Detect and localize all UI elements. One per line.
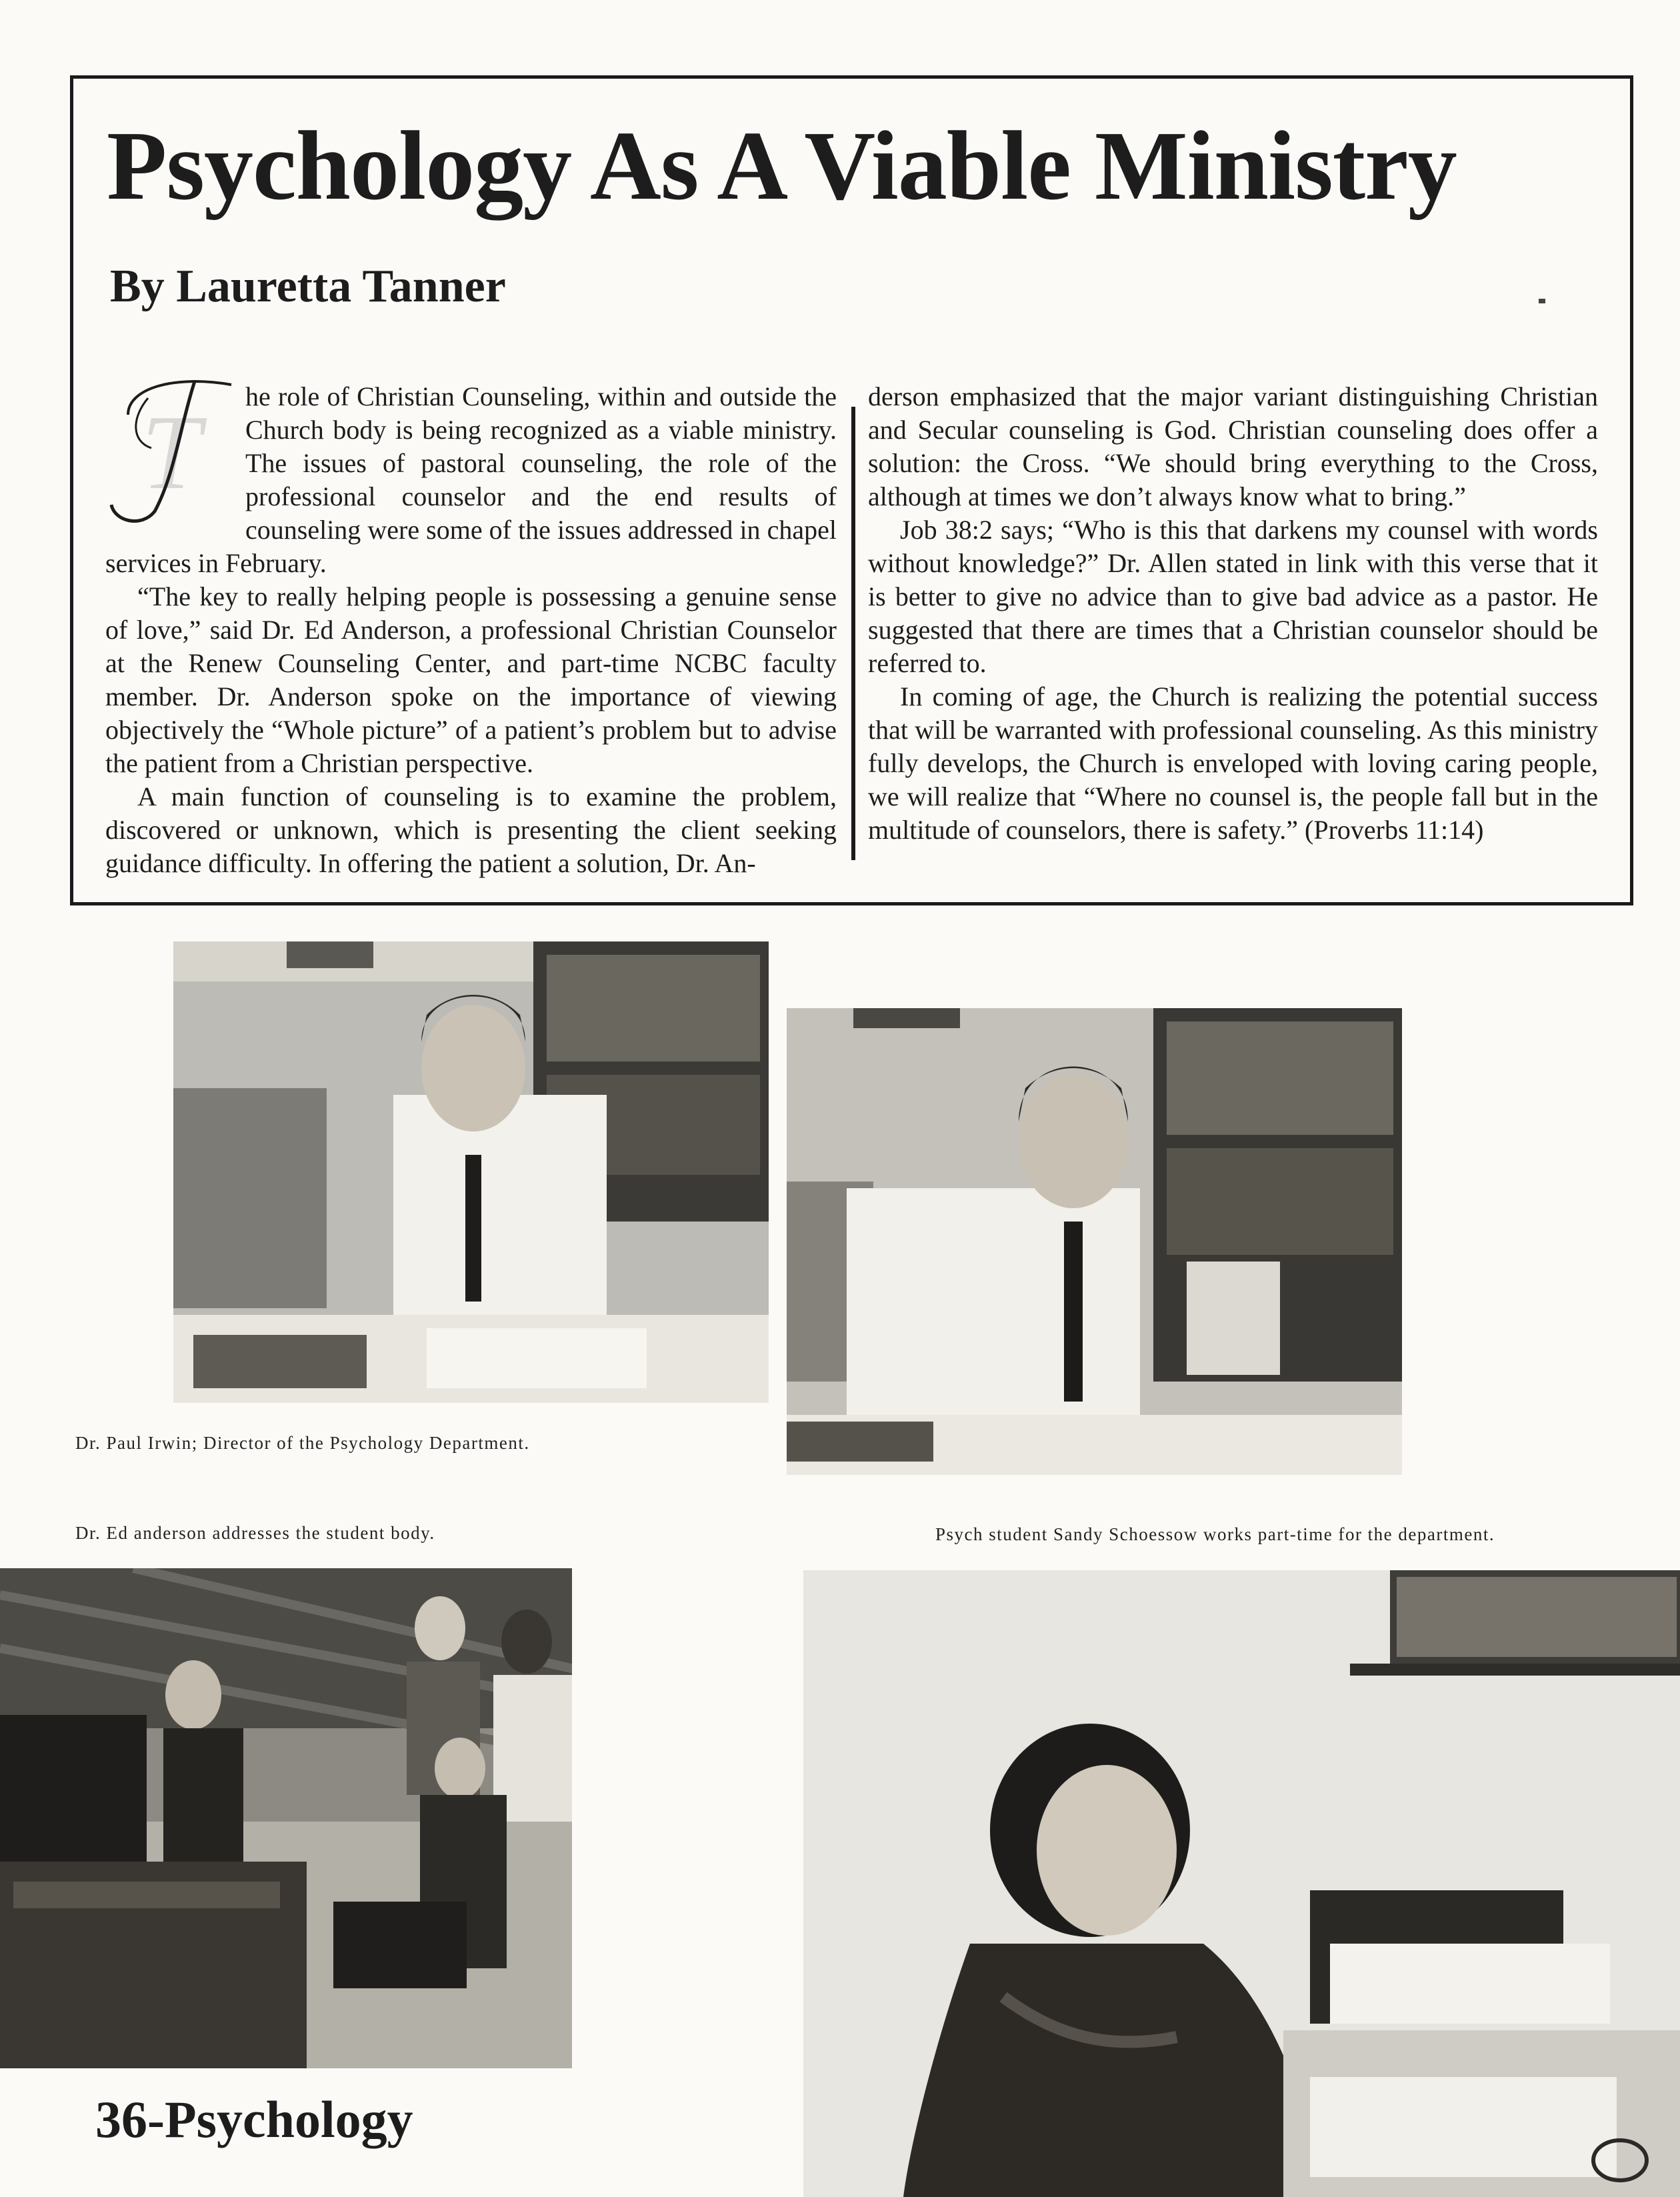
caption-student: Psych student Sandy Schoessow works part-time for the department.: [935, 1524, 1495, 1544]
paragraph: Job 38:2 says; “Who is this that darkens my counsel with words without knowledge?” Dr. Allen stated in link with this verse that it is better to give no advice than to give bad advice as a pastor. He suggested that there are times that a Christian counselor should be referred to.: [868, 515, 1598, 678]
page-folio: 36-Psychology: [95, 2090, 413, 2148]
article-title: Psychology As A Viable Ministry: [107, 111, 1457, 221]
article-column-right: [868, 380, 1598, 847]
paragraph: he role of Christian Counseling, within and outside the Church body is being recognized as a viable ministry. The issues of pastoral counseling, the role of the professional counselor and the end results of counseling were some of the issues addressed in chapel services in February.: [105, 381, 837, 578]
article-byline: By Lauretta Tanner: [110, 261, 506, 312]
photo-dr-irwin: [173, 941, 769, 1403]
photo-sandy-schoessow: [803, 1570, 1680, 2197]
paragraph: A main function of counseling is to examine the problem, discovered or unknown, which is presenting the client seeking guidance difficulty. In offering the patient a solution, Dr. An-: [105, 781, 837, 878]
photo-dr-anderson-chapel: [0, 1568, 572, 2068]
paragraph: In coming of age, the Church is realizing the potential success that will be warranted with professional counseling. As this ministry fully develops, the Church is enveloped with loving caring people, we will realize that “Where no counsel is, the people fall but in the multitude of counselors, there is safety.” (Proverbs 11:14): [868, 681, 1598, 845]
dropcap-ornament: [101, 368, 235, 528]
article-column-left: [105, 380, 837, 880]
caption-anderson: Dr. Ed anderson addresses the student body.: [75, 1523, 435, 1543]
paragraph: derson emphasized that the major variant distinguishing Christian and Secular counseling is God. Christian counseling does offer a solution: the Cross. “We should bring everything to the Cross, although at times we don’t always know what to bring.”: [868, 381, 1598, 511]
photo-office-portrait: [787, 1008, 1402, 1475]
dropcap-letter: T: [141, 393, 201, 511]
paragraph: “The key to really helping people is possessing a genuine sense of love,” said Dr. Ed Anderson, a professional Christian Counselor at the Renew Counseling Center, and part-time NCBC faculty member. Dr. Anderson spoke on the importance of viewing objectively the “Whole picture” of a patient’s problem but to advise the patient from a Christian perspective.: [105, 581, 837, 778]
print-speck: [1539, 299, 1545, 303]
caption-irwin: Dr. Paul Irwin; Director of the Psychology Department.: [75, 1433, 530, 1453]
column-rule: [851, 407, 855, 860]
